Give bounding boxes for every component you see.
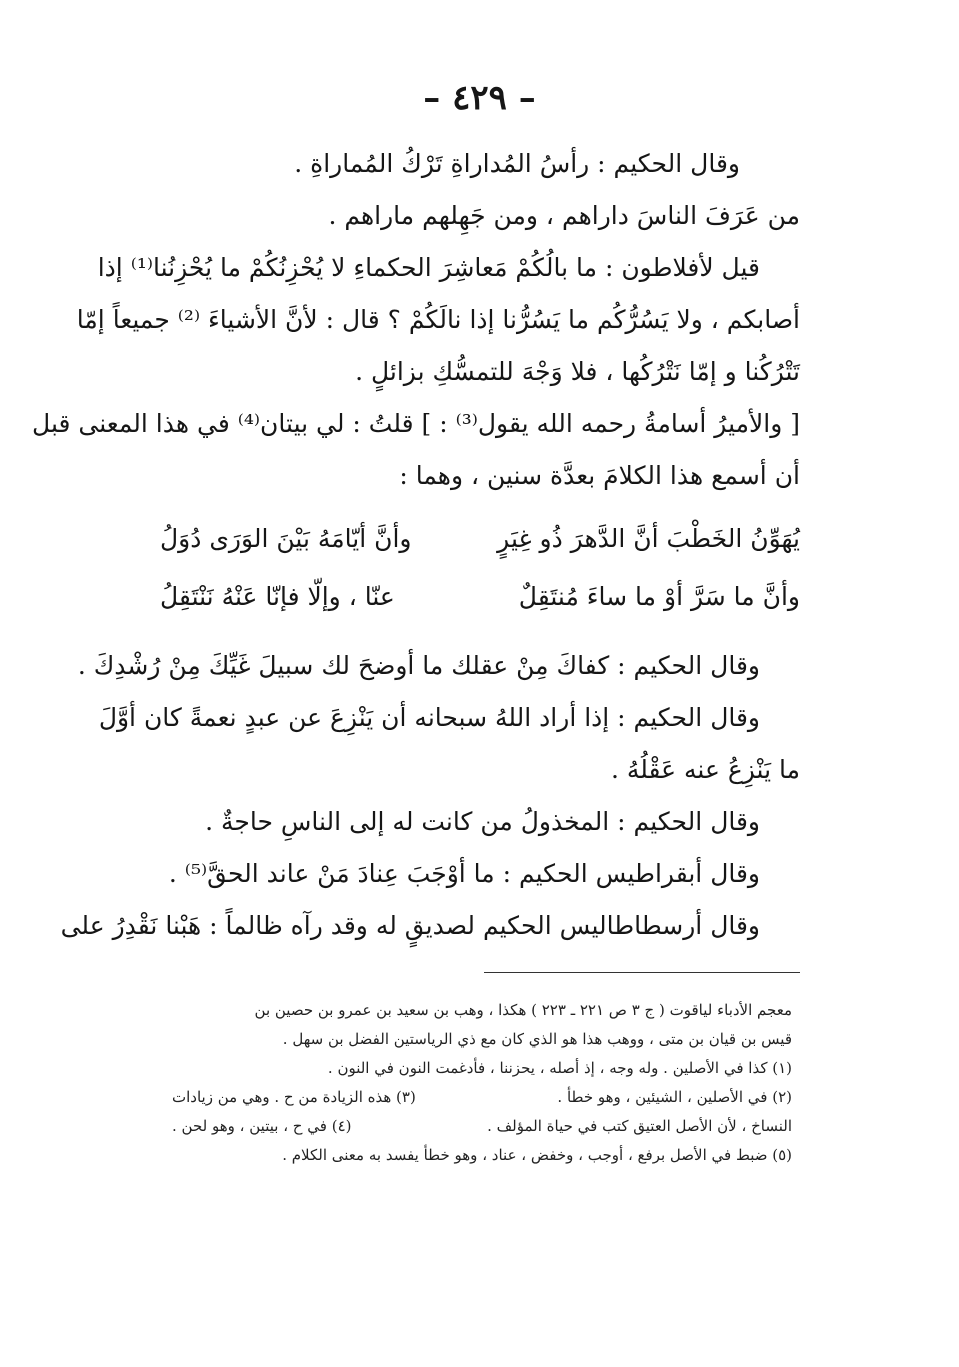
- text-line: وقال أرسطاطاليس الحكيم لصديقٍ له وقد رآه ظالماً : هَبْنا نَقْدِرُ على: [60, 911, 760, 940]
- text-line: [ والأميرُ أسامةُ رحمه الله يقول⁽³⁾ : ] قلتُ : لي بيتان⁽⁴⁾ في هذا المعنى قبل: [32, 409, 800, 438]
- text-line: وقال الحكيم : كفاكَ مِنْ عقلك ما أوضحَ لك سبيلَ غَيِّكَ مِنْ رُشْدِكَ .: [77, 651, 760, 680]
- footnote-line: قيس بن قيان بن متى ، ووهب هذا هو الذي كان مع ذي الرياستين الفضل بن سهل .: [282, 1030, 792, 1048]
- after-poem-text: [60, 640, 800, 952]
- text-line: تَتْرُكُنا و إمّا نَتْرُكُها ، فلا وَجْهَ للتمسُّكِ بزائلٍ .: [355, 357, 800, 386]
- text-line: ما يَنْزِعُ عنه عَقْلُهُ .: [610, 755, 800, 784]
- footnote-3-continued: النساخ ، لأن الأصل العتيق كتب في حياة المؤلف .: [487, 1117, 792, 1135]
- footnote-3: (٣) هذه الزيادة من ح . وهي من زيادات: [172, 1088, 416, 1106]
- verse-second-hemistich: وأنَّ أيّامَهُ بَيْنَ الوَرَى دُوَلُ: [160, 524, 412, 553]
- verse-first-hemistich: يُهَوِّنُ الخَطْبَ أنَّ الدَّهرَ ذُو غِيَرٍ: [497, 524, 800, 553]
- poem: [60, 510, 800, 952]
- page-number: – ٤٢٩ –: [423, 78, 536, 118]
- text-line: قيل لأفلاطون : ما بالُكُمْ مَعاشِرَ الحكماءِ لا يُحْزِنُكُمْ ما يُحْزِنُنا⁽¹⁾ إذا: [97, 253, 760, 282]
- text-line: وقال الحكيم : المخذولُ من كانت له إلى الناسِ حاجةٌ .: [205, 807, 760, 836]
- footnote-1: (١) كذا في الأصلين . وله وجه ، إذ أصله ، يحزننا ، فأدغمت النون في النون .: [327, 1059, 792, 1077]
- verse-second-hemistich: عنّا ، وإلّا فإنّا عَنْهُ نَنْتَقِلُ: [160, 582, 395, 611]
- footnote-divider: [484, 972, 800, 973]
- footnote-row: [172, 1083, 792, 1112]
- footnote-row: [172, 1112, 792, 1141]
- verse-row: [160, 510, 800, 568]
- footnote-line: معجم الأدباء لياقوت ( ج ٣ ص ٢٢١ ـ ٢٢٣ ) هكذا ، وهب بن سعيد بن عمرو بن حصين بن: [254, 1001, 792, 1019]
- verse-row: [160, 568, 800, 626]
- footnotes: [172, 996, 792, 1170]
- footnote-5: (٥) ضبط في الأصل برفع ، أوجب ، وخفض ، عناد ، وهو خطأ يفسد به معنى الكلام .: [282, 1146, 792, 1164]
- text-line: من عَرَفَ الناسَ داراهم ، ومن جَهِلهم ماراهم .: [328, 201, 800, 230]
- footnote-2: (٢) في الأصلين ، الشيئين ، وهو خطأ .: [557, 1088, 792, 1106]
- main-text: [32, 138, 800, 502]
- footnote-4: (٤) في ح ، بيتين ، وهو لحن .: [172, 1117, 352, 1135]
- text-line: وقال أبقراطيس الحكيم : ما أوْجَبَ عِنادَ مَنْ عاند الحقَّ⁽⁵⁾ .: [168, 859, 760, 888]
- text-line: أصابكم ، ولا يَسُرُّكُم ما يَسُرُّنا إذا نالَكُمْ ؟ قال : لأنَّ الأشياءَ ⁽²⁾ جميعاً إمّا: [76, 305, 800, 334]
- text-line: وقال الحكيم : إذا أراد اللهُ سبحانه أن يَنْزِعَ عن عبدٍ نعمةً كان أوَّلَ: [98, 703, 760, 732]
- text-line: أن أسمع هذا الكلامَ بعدَّة سنين ، وهما :: [399, 461, 800, 490]
- verse-first-hemistich: وأنَّ ما سَرَّ أوْ ما ساءَ مُنتَقِلٌ: [518, 582, 800, 611]
- text-line: وقال الحكيم : رأسُ المُداراةِ تَرْكُ المُماراةِ .: [294, 149, 740, 178]
